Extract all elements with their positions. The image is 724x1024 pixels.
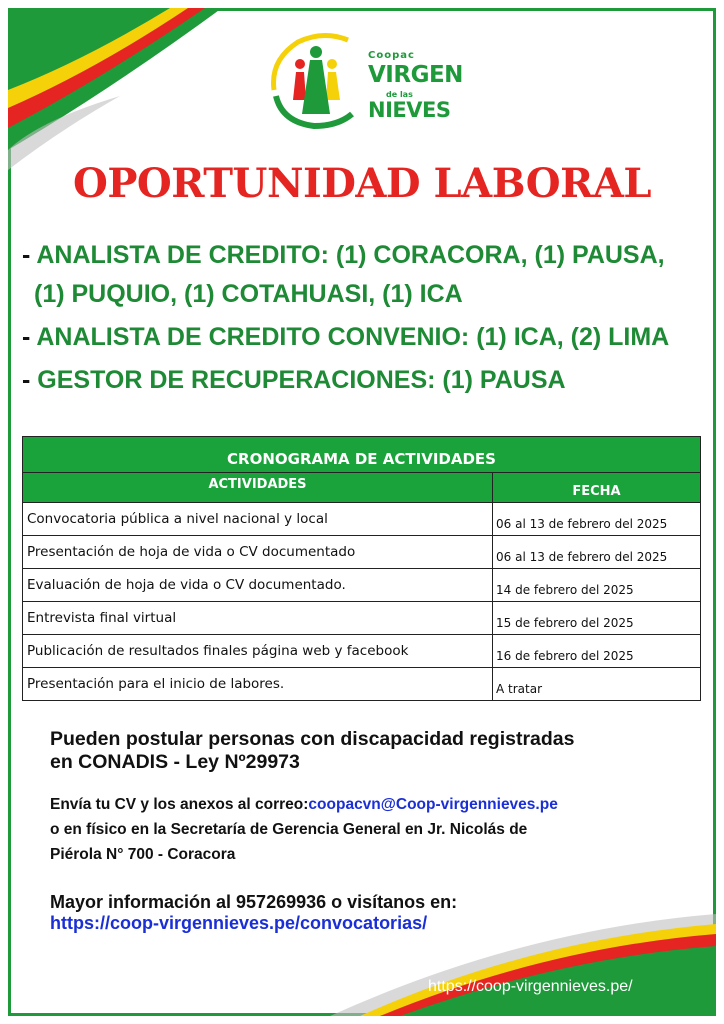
brand-de-las: de las	[386, 90, 413, 99]
col-activities: ACTIVIDADES	[23, 473, 493, 503]
activity-cell: Presentación de hoja de vida o CV documentado	[23, 536, 493, 569]
activity-cell: Convocatoria pública a nivel nacional y local	[23, 503, 493, 536]
position-analista-credito: ANALISTA DE CREDITO: (1) CORACORA, (1) PAUSA,	[36, 241, 665, 269]
activity-cell: Evaluación de hoja de vida o CV documentado.	[23, 569, 493, 602]
footer-url[interactable]: https://coop-virgennieves.pe/	[428, 978, 633, 995]
headline: OPORTUNIDAD LABORAL	[72, 160, 652, 207]
dash: -	[22, 323, 31, 351]
disability-notice	[50, 728, 690, 774]
schedule-title: CRONOGRAMA DE ACTIVIDADES	[23, 437, 701, 473]
position-line-1b	[22, 279, 712, 309]
activity-cell: Presentación para el inicio de labores.	[23, 668, 493, 701]
brand-coopac: Coopac	[368, 50, 415, 61]
job-positions	[22, 240, 712, 408]
disability-line-1: Pueden postular personas con discapacidad registradas	[50, 728, 575, 750]
email-link[interactable]: coopacvn@Coop-virgennieves.pe	[308, 796, 558, 813]
activity-cell: Entrevista final virtual	[23, 602, 493, 635]
table-row	[23, 569, 701, 602]
disability-line-2: en CONADIS - Ley Nº29973	[50, 751, 300, 773]
date-cell: 06 al 13 de febrero del 2025	[493, 536, 701, 569]
table-row	[23, 668, 701, 701]
contact-line-1	[50, 792, 690, 817]
brand-nieves: NIEVES	[368, 98, 451, 122]
position-gestor: GESTOR DE RECUPERACIONES: (1) PAUSA	[37, 366, 566, 394]
date-cell: A tratar	[493, 668, 701, 701]
more-info-line: Mayor información al 957269936 o visítanos en:	[50, 892, 458, 912]
position-analista-credito-cont: (1) PUQUIO, (1) COTAHUASI, (1) ICA	[34, 280, 463, 308]
table-row	[23, 635, 701, 668]
col-date: FECHA	[493, 473, 701, 503]
contact-info	[50, 792, 690, 867]
position-line-1	[22, 240, 712, 270]
date-cell: 14 de febrero del 2025	[493, 569, 701, 602]
dash: -	[22, 366, 31, 394]
schedule-title-row	[23, 437, 701, 473]
position-analista-convenio: ANALISTA DE CREDITO CONVENIO: (1) ICA, (2) LIMA	[36, 323, 670, 351]
schedule-header-row	[23, 473, 701, 503]
position-line-2	[22, 322, 712, 352]
table-row	[23, 602, 701, 635]
more-info	[50, 892, 690, 934]
dash: -	[22, 241, 31, 269]
contact-line-2: o en físico en la Secretaría de Gerencia General en Jr. Nicolás de	[50, 821, 528, 838]
contact-prefix: Envía tu CV y los anexos al correo:	[50, 796, 309, 813]
schedule-table	[22, 436, 701, 701]
contact-line-3: Piérola N° 700 - Coracora	[50, 846, 236, 863]
brand-virgen: VIRGEN	[368, 62, 463, 88]
activity-cell: Publicación de resultados finales página web y facebook	[23, 635, 493, 668]
date-cell: 15 de febrero del 2025	[493, 602, 701, 635]
date-cell: 16 de febrero del 2025	[493, 635, 701, 668]
convocatorias-link[interactable]: https://coop-virgennieves.pe/convocatorias/	[50, 913, 428, 933]
table-row	[23, 536, 701, 569]
table-row	[23, 503, 701, 536]
people-logo-icon	[268, 30, 368, 130]
date-cell: 06 al 13 de febrero del 2025	[493, 503, 701, 536]
position-line-3	[22, 365, 712, 395]
brand-logo	[268, 30, 468, 130]
